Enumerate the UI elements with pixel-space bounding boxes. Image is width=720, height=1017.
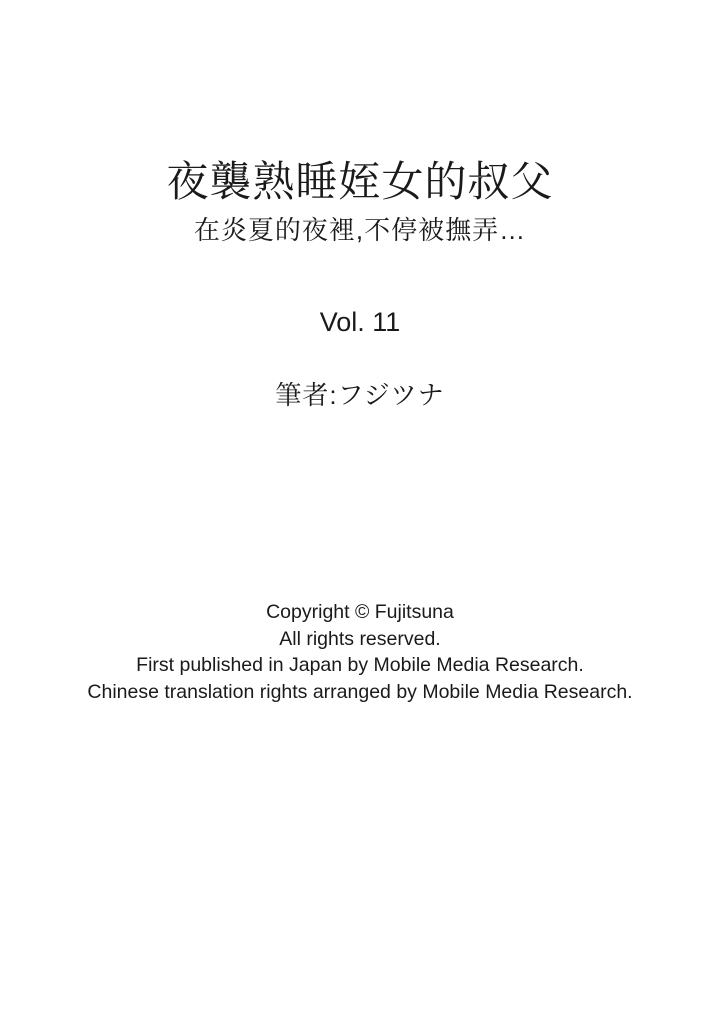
book-title: 夜襲熟睡姪女的叔父 <box>166 158 554 205</box>
author-line: 筆者:フジツナ <box>275 380 445 410</box>
book-subtitle: 在炎夏的夜裡,不停被撫弄… <box>193 215 527 245</box>
copyright-line-holder: Copyright © Fujitsuna <box>266 601 454 623</box>
copyright-block <box>0 599 720 705</box>
copyright-line-translation: Chinese translation rights arranged by Mobile Media Research. <box>87 680 633 703</box>
copyright-line-rights: All rights reserved. <box>279 627 441 650</box>
volume-label: Vol. 11 <box>319 307 401 337</box>
copyright-line-publisher: First published in Japan by Mobile Media Research. <box>136 654 584 676</box>
